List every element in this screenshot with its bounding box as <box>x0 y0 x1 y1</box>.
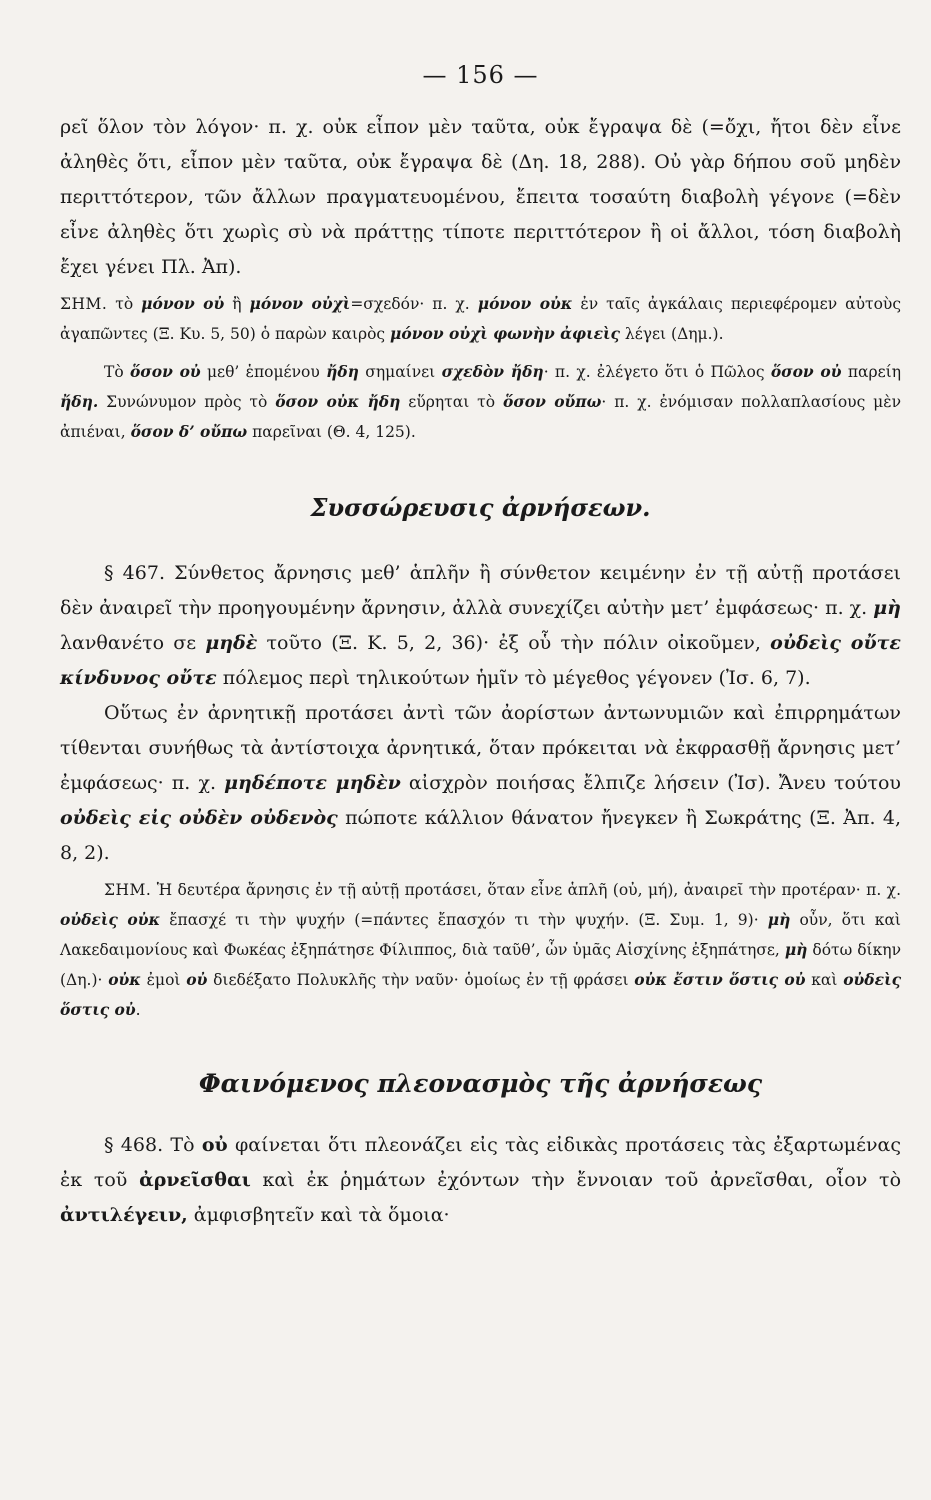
note-label: ΣΗΜ. <box>60 295 108 313</box>
paragraph-468: § 468. Τὸ οὐ φαίνεται ὅτι πλεονάζει εἰς τὰς εἰδικὰς προτάσεις τὰς ἐξαρτωμένας ἐκ τοῦ ἀρνεῖσθαι καὶ ἐκ ῥημάτων ἐχόντων τὴν ἔννοιαν τοῦ ἀρνεῖσθαι, οἷον τὸ ἀντιλέγειν, ἀμφισβητεῖν καὶ τὰ ὅμοια· <box>60 1134 902 1226</box>
paragraph-continuation: ρεῖ ὅλον τὸν λόγον· π. χ. οὐκ εἶπον μὲν ταῦτα, οὐκ ἔγραψα δὲ (=ὄχι, ἤτοι δὲν εἶνε ἀληθὲς ὅτι, εἶπον μὲν ταῦτα, οὐκ ἔγραψα δὲ (Δη. 18, 288). Οὐ γὰρ δήπου σοῦ μηδὲν περιττότερον, τῶν ἄλλων πραγματευομένου, ἔπειτα τοσαύτη διαβολὴ γέγονε (=δὲν εἶνε ἀληθὲς ὅτι χωρὶς σὺ νὰ πράττῃς τίποτε περιττότερον ἢ οἱ ἄλλοι, τόση διαβολὴ ἔχει γένει Πλ. Ἀπ). <box>60 116 901 278</box>
note-paragraph-1: ΣΗΜ. τὸ μόνον οὐ ἢ μόνον οὐχὶ=σχεδόν· π. χ. μόνον οὐκ ἐν ταῖς ἀγκάλαις περιεφέρομεν αὐτοὺς ἀγαπῶντες (Ξ. Κυ. 5, 50) ὁ παρὼν καιρὸς μόνον οὐχὶ φωνὴν ἀφιεὶς λέγει (Δημ.). <box>60 294 902 343</box>
paragraph-oson-ou: Τὸ ὅσον οὐ μεθ’ ἑπομένου ἤδη σημαίνει σχεδὸν ἤδη· π. χ. ἐλέγετο ὅτι ὁ Πῶλος ὅσον οὐ παρείη ἤδη. Συνώνυμον πρὸς τὸ ὅσον οὐκ ἤδη εὕρηται τὸ ὅσον οὔπω· π. χ. ἐνόμισαν πολλαπλασίους μὲν ἀπιέναι, ὅσον δ’ οὔπω παρεῖναι (Θ. 4, 125). <box>60 362 901 441</box>
section-heading-pleonasm: Φαινόμενος πλεονασμὸς τῆς ἀρνήσεως <box>198 1069 763 1098</box>
section-heading-accumulation: Συσσώρευσις ἀρνήσεων. <box>310 493 651 522</box>
note-label: ΣΗΜ. <box>104 881 152 899</box>
paragraph-467: § 467. Σύνθετος ἄρνησις μεθ’ ἁπλῆν ἢ σύνθετον κειμένην ἐν τῇ αὐτῇ προτάσει δὲν ἀναιρεῖ τὴν προηγουμένην ἄρνησιν, ἀλλὰ συνεχίζει αὐτὴν μετ’ ἐμφάσεως· π. χ. μὴ λανθανέτο σε μηδὲ τοῦτο (Ξ. Κ. 5, 2, 36)· ἐξ οὗ τὴν πόλιν οἰκοῦμεν, οὐδεὶς οὔτε κίνδυνος οὔτε πόλεμος περὶ τηλικούτων ἡμῖν τὸ μέγεθος γέγονεν (Ἰσ. 6, 7). <box>60 562 901 689</box>
page-number: — 156 — <box>422 61 539 89</box>
paragraph-negative-pronouns: Οὕτως ἐν ἀρνητικῇ προτάσει ἀντὶ τῶν ἀορίστων ἀντωνυμιῶν καὶ ἐπιρρημάτων τίθενται συνήθως τὰ ἀντίστοιχα ἀρνητικά, ὅταν πρόκειται νὰ ἐκφρασθῇ ἄρνησις μετ’ ἐμφάσεως· π. χ. μηδέποτε μηδὲν αἰσχρὸν ποιήσας ἔλπιζε λήσειν (Ἰσ). Ἄνευ τούτου οὐδεὶς εἰς οὐδὲν οὐδενὸς πώποτε κάλλιον θάνατον ἤνεγκεν ἢ Σωκράτης (Ξ. Ἀπ. 4, 8, 2). <box>60 702 901 864</box>
note-paragraph-2: ΣΗΜ. Ἡ δευτέρα ἄρνησις ἐν τῇ αὐτῇ προτάσει, ὅταν εἶνε ἁπλῆ (οὐ, μή), ἀναιρεῖ τὴν προτέραν· π. χ. οὐδεὶς οὐκ ἔπασχέ τι τὴν ψυχήν (=πάντες ἔπασχόν τι τὴν ψυχήν. (Ξ. Συμ. 1, 9)· μὴ οὖν, ὅτι καὶ Λακεδαιμονίους καὶ Φωκέας ἐξηπάτησε Φίλιππος, διὰ ταῦθ’, ὧν ὑμᾶς Αἰσχίνης ἐξηπάτησε, μὴ δότω δίκην (Δη.)· οὐκ ἐμοὶ οὐ διεδέξατο Πολυκλῆς τὴν ναῦν· ὁμοίως ἐν τῇ φράσει οὐκ ἔστιν ὅστις οὐ καὶ οὐδεὶς ὅστις οὐ. <box>60 881 902 1019</box>
